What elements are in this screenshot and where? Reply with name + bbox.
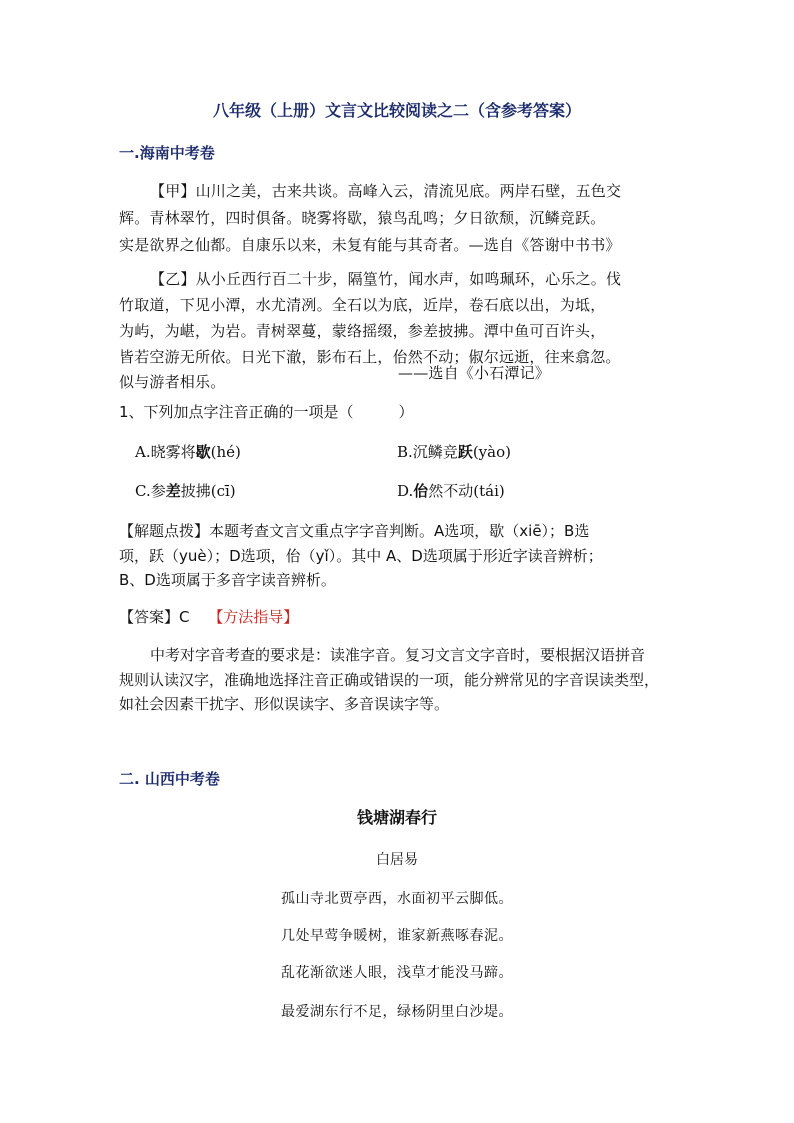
yi-source: ——选自《小石潭记》: [398, 364, 551, 382]
option-c-char: 差: [165, 482, 181, 500]
yi-line-5: 似与游者相乐。: [119, 373, 226, 391]
option-c-prefix: C.参: [135, 482, 166, 500]
yi-line-1: 【乙】从小丘西行百二十步，隔篁竹，闻水声，如鸣珮环，心乐之。伐: [150, 270, 622, 288]
option-b-prefix: B.沉鳞竞: [397, 443, 458, 461]
method-line-2: 规则认读汉字，准确地选择注音正确或错误的一项，能分辨常见的字音误读类型，: [119, 671, 660, 689]
poem-line-2: 几处早莺争暖树，谁家新燕啄春泥。: [281, 928, 513, 944]
option-a-prefix: A.晓雾将: [135, 443, 196, 461]
poem-title: 钱塘湖春行: [356, 808, 437, 827]
method-line-3: 如社会因素干扰字、形似误读字、多音误读字等。: [119, 695, 450, 713]
jia-line-2: 辉。青林翠竹，四时俱备。晓雾将歇，猿鸟乱鸣；夕日欲颓，沉鳞竞跃。: [119, 209, 606, 227]
poem-author: 白居易: [376, 852, 418, 868]
yi-line-2: 竹取道，下见小潭，水尤清冽。全石以为底，近岸，卷石底以出，为坻，: [119, 296, 606, 314]
option-d: [397, 480, 505, 501]
option-d-char: 佁: [413, 482, 429, 500]
poem-line-4: 最爱湖东行不足，绿杨阴里白沙堤。: [281, 1004, 513, 1020]
option-a-char: 歇: [195, 443, 211, 461]
option-a-pinyin: (hé): [210, 443, 241, 461]
option-b: [397, 441, 511, 462]
analysis-line-1: [119, 520, 589, 541]
poem-line-3: 乱花渐欲迷人眼，浅草才能没马蹄。: [281, 965, 513, 981]
answer-label: 【答案】C: [119, 608, 190, 626]
question-1: 1、下列加点字注音正确的一项是（ ）: [119, 403, 414, 421]
method-line-1: 中考对字音考查的要求是：读准字音。复习文言文字音时，要根据汉语拼音: [150, 646, 646, 664]
yi-line-3: 为屿，为嵁，为岩。青树翠蔓，蒙络摇缀，参差披拂。潭中鱼可百许头，: [119, 322, 606, 340]
jia-line-1: 【甲】山川之美，古来共谈。高峰入云，清流见底。两岸石壁，五色交: [150, 182, 622, 200]
option-b-pinyin: (yào): [472, 443, 511, 461]
section-2-heading: 二. 山西中考卷: [119, 770, 220, 788]
option-c: [135, 480, 236, 501]
option-a: [135, 441, 241, 462]
method-label: 【方法指导】: [208, 608, 299, 626]
analysis-text-1: 本题考查文言文重点字字音判断。A选项，歇（xiē）；B选: [209, 522, 590, 540]
document-title: 八年级（上册）文言文比较阅读之二（含参考答案）: [212, 101, 581, 120]
option-c-suffix: 披拂(cī): [180, 482, 236, 500]
yi-line-4: 皆若空游无所依。日光下澈，影布石上，佁然不动；俶尔远逝，往来翕忽。: [119, 348, 621, 366]
analysis-label: 【解题点拨】: [119, 522, 210, 540]
option-b-char: 跃: [457, 443, 473, 461]
section-1-heading: 一.海南中考卷: [119, 144, 215, 162]
poem-line-1: 孤山寺北贾亭西，水面初平云脚低。: [281, 891, 513, 907]
option-d-suffix: 然不动(tái): [428, 482, 505, 500]
analysis-line-2: 项，跃（yuè）；D选项，佁（yǐ）。其中 A、D选项属于形近字读音辨析；: [119, 547, 603, 565]
answer-row: [119, 606, 298, 627]
option-d-prefix: D.: [397, 482, 414, 500]
analysis-line-3: B、D选项属于多音字读音辨析。: [119, 571, 336, 589]
jia-line-3: 实是欲界之仙都。自康乐以来，未复有能与其奇者。—选自《答谢中书书》: [119, 236, 621, 254]
